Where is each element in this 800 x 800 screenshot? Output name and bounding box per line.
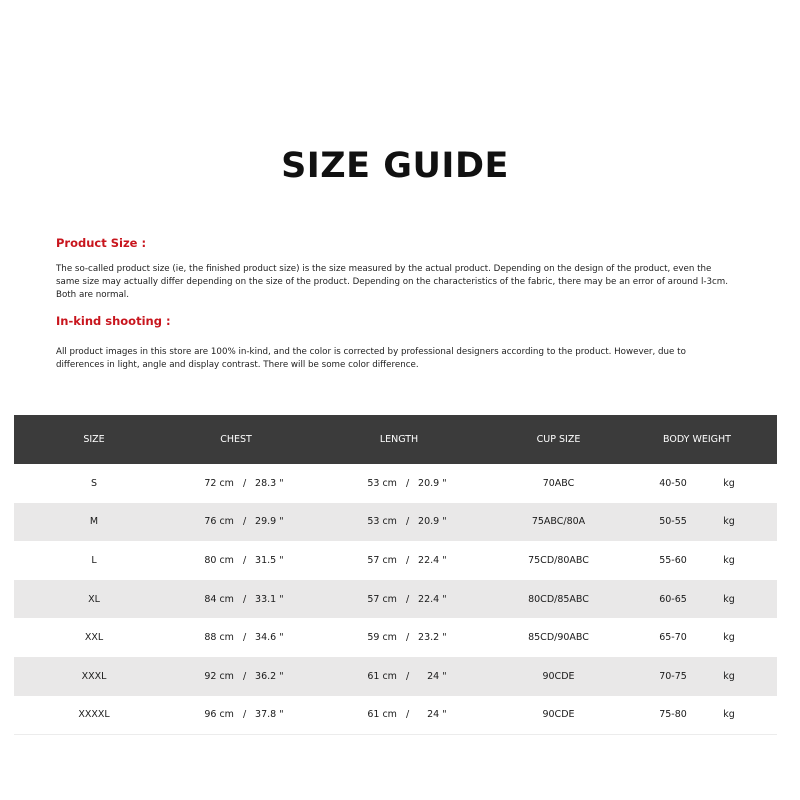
length-cell xyxy=(298,657,500,696)
length-cell xyxy=(298,541,500,580)
length-cell xyxy=(298,696,500,735)
weight-unit: kg xyxy=(723,477,735,489)
table-header-row xyxy=(14,415,777,464)
length-inch-value: 22.4 xyxy=(418,554,440,566)
table-row xyxy=(14,503,777,542)
length-cm-value: 53 xyxy=(367,516,380,528)
length-cm-value: 61 xyxy=(367,709,380,721)
chest-inch-value: 33.1 xyxy=(255,593,277,605)
separator: / xyxy=(405,477,410,489)
inch-mark: " xyxy=(279,593,284,605)
inch-mark: " xyxy=(279,632,284,644)
length-cell xyxy=(298,618,500,657)
weight-measure xyxy=(659,594,735,605)
in-kind-text: All product images in this store are 100% in-kind, and the color is corrected by professional designers according to the product. However, due to differences in light, angle and display contrast. There will be some color difference. xyxy=(56,347,686,370)
chest-cell xyxy=(174,503,298,542)
weight-measure xyxy=(659,632,735,643)
weight-unit: kg xyxy=(723,632,735,644)
cm-unit: cm xyxy=(382,632,397,644)
cup-size-cell: 90CDE xyxy=(500,696,617,735)
cm-unit: cm xyxy=(382,516,397,528)
weight-range: 60-65 xyxy=(659,593,687,605)
chest-measure xyxy=(188,555,283,566)
cm-unit: cm xyxy=(219,632,234,644)
table-row xyxy=(14,464,777,503)
cup-size-cell: 75ABC/80A xyxy=(500,503,617,542)
body-weight-cell xyxy=(617,580,777,619)
cm-unit: cm xyxy=(219,554,234,566)
chest-measure xyxy=(188,671,283,682)
body-weight-cell xyxy=(617,464,777,503)
chest-cell xyxy=(174,541,298,580)
inch-mark: " xyxy=(442,670,447,682)
weight-range: 50-55 xyxy=(659,516,687,528)
length-measure xyxy=(351,632,446,643)
length-measure xyxy=(351,671,446,682)
separator: / xyxy=(242,709,247,721)
in-kind-heading: In-kind shooting : xyxy=(56,314,171,328)
header-length: LENGTH xyxy=(298,415,500,464)
product-size-text: The so-called product size (ie, the finished product size) is the size measured by the actual product. Depending on the design of the product, even the same size may actually differ depending on the size of the product. Depending on the characteristics of the fabric, there may be an error of around l-3cm. Both are normal. xyxy=(56,264,729,300)
inch-mark: " xyxy=(442,709,447,721)
cup-size-cell: 70ABC xyxy=(542,477,575,489)
separator: / xyxy=(242,593,247,605)
chest-inch-value: 34.6 xyxy=(255,632,277,644)
length-measure xyxy=(351,516,446,527)
body-weight-cell xyxy=(617,657,777,696)
separator: / xyxy=(242,516,247,528)
chest-cm-value: 96 xyxy=(204,709,217,721)
length-cell xyxy=(298,503,500,542)
chest-cm-value: 92 xyxy=(204,670,217,682)
inch-mark: " xyxy=(279,670,284,682)
length-cm-value: 57 xyxy=(367,593,380,605)
weight-range: 70-75 xyxy=(659,670,687,682)
chest-cell xyxy=(174,618,298,657)
length-inch-value: 20.9 xyxy=(418,477,440,489)
body-weight-cell xyxy=(617,696,777,735)
separator: / xyxy=(242,477,247,489)
weight-range: 55-60 xyxy=(659,554,687,566)
weight-measure xyxy=(659,555,735,566)
chest-cm-value: 88 xyxy=(204,632,217,644)
header-body-weight: BODY WEIGHT xyxy=(617,415,777,464)
cm-unit: cm xyxy=(219,593,234,605)
inch-mark: " xyxy=(442,593,447,605)
length-cell xyxy=(298,464,500,503)
length-measure xyxy=(351,594,446,605)
cm-unit: cm xyxy=(219,477,234,489)
cm-unit: cm xyxy=(219,516,234,528)
chest-cell xyxy=(174,657,298,696)
inch-mark: " xyxy=(279,516,284,528)
inch-mark: " xyxy=(442,516,447,528)
table-row xyxy=(14,696,777,735)
length-measure xyxy=(351,709,446,720)
size-cell: XL xyxy=(14,580,174,619)
inch-mark: " xyxy=(279,477,284,489)
cup-size-cell: 90CDE xyxy=(500,657,617,696)
cup-size-cell: 80CD/85ABC xyxy=(500,580,617,619)
table-row xyxy=(14,541,777,580)
weight-unit: kg xyxy=(723,516,735,528)
chest-cm-value: 84 xyxy=(204,593,217,605)
separator: / xyxy=(405,709,410,721)
inch-mark: " xyxy=(279,554,284,566)
separator: / xyxy=(405,593,410,605)
length-measure xyxy=(351,478,446,489)
chest-measure xyxy=(188,478,283,489)
chest-measure xyxy=(188,516,283,527)
weight-unit: kg xyxy=(723,709,735,721)
cm-unit: cm xyxy=(382,554,397,566)
chest-measure xyxy=(188,632,283,643)
length-inch-value: 20.9 xyxy=(418,516,440,528)
length-inch-value: 24 xyxy=(427,670,440,682)
cm-unit: cm xyxy=(219,709,234,721)
chest-cell xyxy=(174,696,298,735)
separator: / xyxy=(405,670,410,682)
cup-size-cell: 75CD/80ABC xyxy=(528,554,589,566)
chest-inch-value: 31.5 xyxy=(255,554,277,566)
length-inch-value: 23.2 xyxy=(418,632,440,644)
cm-unit: cm xyxy=(382,670,397,682)
header-chest: CHEST xyxy=(174,415,298,464)
size-cell: XXL xyxy=(84,632,104,644)
weight-unit: kg xyxy=(723,554,735,566)
separator: / xyxy=(405,554,410,566)
cm-unit: cm xyxy=(382,593,397,605)
body-weight-cell xyxy=(617,503,777,542)
chest-cell xyxy=(174,464,298,503)
length-cm-value: 61 xyxy=(367,670,380,682)
weight-range: 75-80 xyxy=(659,709,687,721)
weight-measure xyxy=(659,516,735,527)
length-inch-value: 22.4 xyxy=(418,593,440,605)
weight-range: 65-70 xyxy=(659,632,687,644)
chest-measure xyxy=(188,709,283,720)
length-measure xyxy=(351,555,446,566)
page-title: SIZE GUIDE xyxy=(281,146,509,186)
chest-inch-value: 29.9 xyxy=(255,516,277,528)
cup-size-cell: 85CD/90ABC xyxy=(528,632,589,644)
chest-inch-value: 28.3 xyxy=(255,477,277,489)
length-cm-value: 59 xyxy=(367,632,380,644)
cm-unit: cm xyxy=(219,670,234,682)
length-inch-value: 24 xyxy=(427,709,440,721)
chest-cm-value: 76 xyxy=(204,516,217,528)
weight-measure xyxy=(659,478,735,489)
chest-cell xyxy=(174,580,298,619)
separator: / xyxy=(242,670,247,682)
separator: / xyxy=(405,516,410,528)
size-cell: L xyxy=(91,554,97,566)
chest-cm-value: 80 xyxy=(204,554,217,566)
table-row xyxy=(14,618,777,657)
chest-cm-value: 72 xyxy=(204,477,217,489)
length-cm-value: 53 xyxy=(367,477,380,489)
size-cell: XXXL xyxy=(14,657,174,696)
size-cell: S xyxy=(90,477,98,489)
weight-measure xyxy=(659,671,735,682)
cm-unit: cm xyxy=(382,477,397,489)
header-cup-size: CUP SIZE xyxy=(500,415,617,464)
inch-mark: " xyxy=(442,477,447,489)
weight-unit: kg xyxy=(723,593,735,605)
table-row xyxy=(14,580,777,619)
table-row xyxy=(14,657,777,696)
separator: / xyxy=(242,554,247,566)
chest-inch-value: 37.8 xyxy=(255,709,277,721)
body-weight-cell xyxy=(617,618,777,657)
chest-inch-value: 36.2 xyxy=(255,670,277,682)
body-weight-cell xyxy=(617,541,777,580)
product-size-heading: Product Size : xyxy=(56,236,147,250)
inch-mark: " xyxy=(442,632,447,644)
length-cm-value: 57 xyxy=(367,554,380,566)
cm-unit: cm xyxy=(382,709,397,721)
chest-measure xyxy=(188,594,283,605)
weight-measure xyxy=(659,709,735,720)
size-table xyxy=(14,415,777,735)
weight-unit: kg xyxy=(723,670,735,682)
inch-mark: " xyxy=(279,709,284,721)
length-cell xyxy=(298,580,500,619)
weight-range: 40-50 xyxy=(659,477,687,489)
inch-mark: " xyxy=(442,554,447,566)
header-size: SIZE xyxy=(14,415,174,464)
size-cell: XXXXL xyxy=(14,696,174,735)
size-cell: M xyxy=(14,503,174,542)
separator: / xyxy=(405,632,410,644)
separator: / xyxy=(242,632,247,644)
